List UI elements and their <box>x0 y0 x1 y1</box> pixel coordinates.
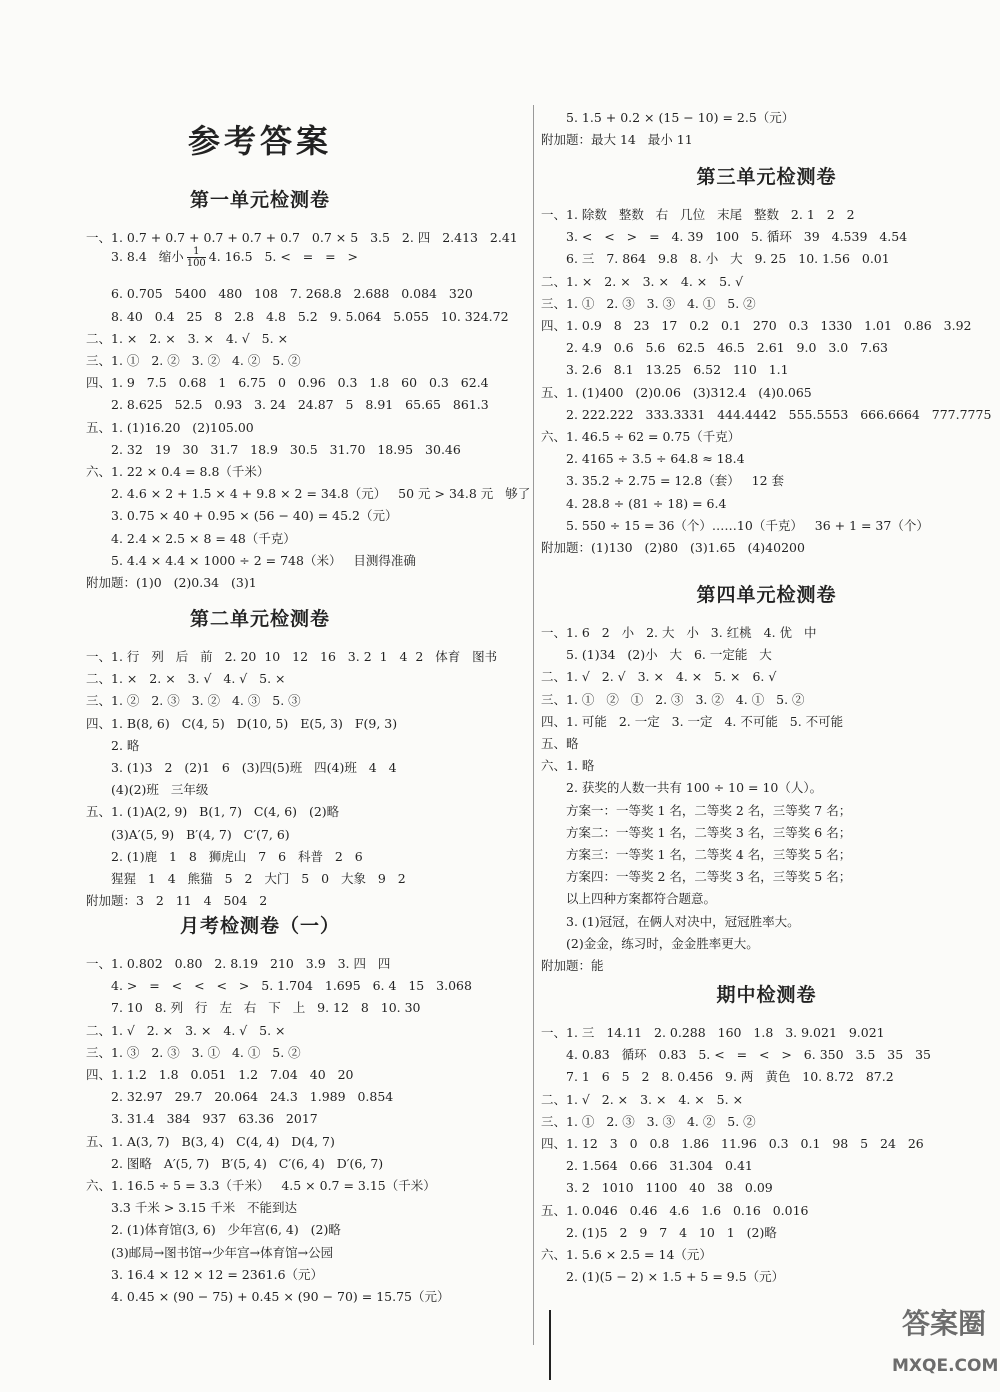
answer-line: 8. 40 0.4 25 8 2.8 4.8 5.2 9. 5.064 5.055 10. 324.72 <box>111 308 509 324</box>
answer-line: (4)(2)班 三年级 <box>111 782 209 798</box>
answer-line: 二、1. √ 2. × 3. × 4. × 5. × <box>541 1091 744 1107</box>
answer-line: 二、1. √ 2. × 3. × 4. √ 5. × <box>86 1022 286 1038</box>
answer-line: 四、1. 12 3 0 0.8 1.86 11.96 0.3 0.1 98 5 24 26 <box>541 1136 924 1151</box>
answer-line: 三、1. ① 2. ② 3. ② 4. ② 5. ② <box>86 353 301 368</box>
answer-line: 5. 4.4 × 4.4 × 1000 ÷ 2 = 748（米） 目测得准确 <box>111 552 416 568</box>
answer-line: 3.3 千米 > 3.15 千米 不能到达 <box>111 1200 297 1216</box>
answer-line: 2. 略 <box>111 737 140 753</box>
answer-line: 5. 1.5 + 0.2 × (15 − 10) = 2.5（元） <box>566 110 795 125</box>
page-title: 参考答案 <box>187 122 332 160</box>
answer-line: 三、1. ① 2. ③ 3. ③ 4. ② 5. ② <box>541 1113 756 1129</box>
answer-line: 一、1. 6 2 小 2. 大 小 3. 红桃 4. 优 中 <box>541 625 817 640</box>
answer-line: 一、1. 除数 整数 右 几位 末尾 整数 2. 1 2 2 <box>541 207 855 222</box>
answer-line: 4. 0.83 循环 0.83 5. < = < > 6. 350 3.5 35 35 <box>566 1047 932 1063</box>
answer-line: 猩猩 1 4 熊猫 5 2 大门 5 0 大象 9 2 <box>111 871 406 886</box>
answer-line: (3)A′(5, 9) B′(4, 7) C′(7, 6) <box>111 826 290 842</box>
answer-line: 3. (1)冠冠，在俩人对决中，冠冠胜率大。 <box>566 913 800 929</box>
answer-line: 7. 10 8. 列 行 左 右 下 上 9. 12 8 10. 30 <box>111 1000 421 1016</box>
section-heading: 第一单元检测卷 <box>189 189 330 211</box>
answer-line: 三、1. ② 2. ③ 3. ② 4. ③ 5. ③ <box>86 693 301 709</box>
fraction-numerator: 1 <box>187 246 206 258</box>
answer-line: 附加题：能 <box>541 958 604 973</box>
answer-line: 五、略 <box>541 736 579 751</box>
answer-line: 6. 0.705 5400 480 108 7. 268.8 2.688 0.084 320 <box>111 286 473 302</box>
answer-line: 3. (1)3 2 (2)1 6 (3)四(5)班 四(4)班 4 4 <box>111 760 397 775</box>
answer-line: 2. 32.97 29.7 20.064 24.3 1.989 0.854 <box>111 1089 394 1105</box>
answer-line: 方案四：一等奖 2 名，二等奖 3 名，三等奖 5 名； <box>566 869 852 885</box>
answer-line: 五、1. (1)A(2, 9) B(1, 7) C(4, 6) (2)略 <box>86 804 340 820</box>
answer-line: 5. (1)34 (2)小 大 6. 一定能 大 <box>566 647 772 663</box>
answer-line: 4. 28.8 ÷ (81 ÷ 18) = 6.4 <box>566 495 727 511</box>
answer-line: 3. 35.2 ÷ 2.75 = 12.8（套） 12 套 <box>566 473 785 489</box>
answer-line: 2. (1)5 2 9 7 4 10 1 (2)略 <box>566 1224 777 1240</box>
answer-line: 五、1. (1)400 (2)0.06 (3)312.4 (4)0.065 <box>541 384 812 400</box>
answer-line: 2. (1)(5 − 2) × 1.5 + 5 = 9.5（元） <box>566 1269 785 1285</box>
answer-line: 2. 222.222 333.3331 444.4442 555.5553 666.6664 777.7775 <box>566 406 992 422</box>
answer-line: 4. 2.4 × 2.5 × 8 = 48（千克） <box>111 530 296 546</box>
answer-line: 一、1. 行 列 后 前 2. 20 10 12 16 3. 2 1 4 2 体育 图书 <box>86 649 498 664</box>
answer-line: 6. 三 7. 864 9.8 8. 小 大 9. 25 10. 1.56 0.01 <box>566 251 890 267</box>
answer-line: 一、1. 0.7 + 0.7 + 0.7 + 0.7 + 0.7 0.7 × 5 3.5 2. 四 2.413 2.41 <box>86 230 518 245</box>
answer-line: 2. 4.6 × 2 + 1.5 × 4 + 9.8 × 2 = 34.8（元） 50 元 > 34.8 元 够了 <box>111 486 531 502</box>
answer-line: 四、1. 可能 2. 一定 3. 一定 4. 不可能 5. 不可能 <box>541 713 844 729</box>
answer-line: 六、1. 22 × 0.4 = 8.8（千米） <box>86 464 270 479</box>
watermark-logo <box>892 1302 999 1388</box>
answer-line: 7. 1 6 5 2 8. 0.456 9. 两 黄色 10. 8.72 87.2 <box>566 1069 894 1085</box>
answer-line: 五、1. (1)16.20 (2)105.00 <box>86 419 254 435</box>
watermark-url: MXQE.COM <box>892 1356 999 1376</box>
answer-line: 3. 31.4 384 937 63.36 2017 <box>111 1111 318 1127</box>
watermark-title: 答案圈 <box>901 1307 986 1340</box>
answer-line: 二、1. √ 2. √ 3. × 4. × 5. × 6. √ <box>541 669 777 685</box>
answer-line: 3. 16.4 × 12 × 12 = 2361.6（元） <box>111 1266 324 1282</box>
section-heading: 第二单元检测卷 <box>189 608 330 630</box>
section-heading: 期中检测卷 <box>716 984 817 1006</box>
answer-line: 六、1. 略 <box>541 758 595 774</box>
answer-line: 5. 550 ÷ 15 = 36（个）……10（千克） 36 + 1 = 37（个） <box>566 517 929 533</box>
answer-line: 方案一：一等奖 1 名，二等奖 2 名，三等奖 7 名； <box>566 802 852 818</box>
answer-line: 方案二：一等奖 1 名，二等奖 3 名，三等奖 6 名； <box>566 824 852 840</box>
answer-line: 六、1. 16.5 ÷ 5 = 3.3（千米） 4.5 × 0.7 = 3.15（千米） <box>86 1178 436 1193</box>
answer-line: 四、1. 1.2 1.8 0.051 1.2 7.04 40 20 <box>86 1067 354 1082</box>
fraction-denominator: 100 <box>186 258 206 270</box>
fraction <box>187 246 206 269</box>
binding-mark <box>549 1310 551 1380</box>
line-text-after: 4. 16.5 5. < = = > <box>208 249 359 265</box>
answer-line: 六、1. 5.6 × 2.5 = 14（元） <box>541 1247 712 1262</box>
answer-line: 四、1. 0.9 8 23 17 0.2 0.1 270 0.3 1330 1.01 0.86 3.92 <box>541 318 972 333</box>
answer-line: 一、1. 0.802 0.80 2. 8.19 210 3.9 3. 四 四 <box>86 956 391 971</box>
section-heading: 第四单元检测卷 <box>696 584 837 606</box>
answer-line: 3. 2.6 8.1 13.25 6.52 110 1.1 <box>566 362 789 378</box>
column-divider <box>533 105 534 1345</box>
answer-line: 四、1. B(8, 6) C(4, 5) D(10, 5) E(5, 3) F(9, 3) <box>86 715 398 731</box>
answer-line: 2. 1.564 0.66 31.304 0.41 <box>566 1158 753 1174</box>
section-heading: 月考检测卷（一） <box>179 915 340 937</box>
answer-line: 三、1. ① 2. ③ 3. ③ 4. ① 5. ② <box>541 295 756 311</box>
answer-line: 2. 4.9 0.6 5.6 62.5 46.5 2.61 9.0 3.0 7.63 <box>566 340 888 356</box>
answer-line: 3. 0.75 × 40 + 0.95 × (56 − 40) = 45.2（元） <box>111 508 398 524</box>
answer-line: 六、1. 46.5 ÷ 62 = 0.75（千克） <box>541 429 741 444</box>
answer-line: 2. 获奖的人数一共有 100 ÷ 10 = 10（人）。 <box>566 780 823 796</box>
answer-line: 4. 0.45 × (90 − 75) + 0.45 × (90 − 70) = 15.75（元） <box>111 1289 450 1304</box>
answer-line: (2)金金，练习时，金金胜率更大。 <box>566 935 759 951</box>
answer-line: 附加题：3 2 11 4 504 2 <box>86 893 268 909</box>
answer-line: 2. 4165 ÷ 3.5 ÷ 64.8 ≈ 18.4 <box>566 451 745 467</box>
answer-line: 三、1. ③ 2. ③ 3. ① 4. ① 5. ② <box>86 1044 301 1060</box>
answer-line: 3. 2 1010 1100 40 38 0.09 <box>566 1180 773 1196</box>
answer-line: 附加题：最大 14 最小 11 <box>541 132 693 148</box>
answer-line: 3. < < > = 4. 39 100 5. 循环 39 4.539 4.54 <box>566 229 908 245</box>
answer-line: 二、1. × 2. × 3. × 4. × 5. √ <box>541 273 744 289</box>
answer-line: 附加题：(1)0 (2)0.34 (3)1 <box>86 575 257 590</box>
answer-line: 4. > = < < < > 5. 1.704 1.695 6. 4 15 3.068 <box>111 978 472 994</box>
answer-line: 一、1. 三 14.11 2. 0.288 160 1.8 3. 9.021 9.021 <box>541 1025 885 1040</box>
answer-line: 2. (1)鹿 1 8 狮虎山 7 6 科普 2 6 <box>111 848 363 864</box>
answer-line: 方案三：一等奖 1 名，二等奖 4 名，三等奖 5 名； <box>566 847 852 862</box>
answer-line: 五、1. 0.046 0.46 4.6 1.6 0.16 0.016 <box>541 1202 809 1218</box>
line-text-before: 3. 8.4 缩小 <box>111 249 184 265</box>
answer-line: 五、1. A(3, 7) B(3, 4) C(4, 4) D(4, 7) <box>86 1133 335 1149</box>
answer-line: 2. (1)体育馆(3, 6) 少年宫(6, 4) (2)略 <box>111 1222 341 1238</box>
answer-line: 二、1. × 2. × 3. × 4. √ 5. × <box>86 330 289 346</box>
answer-line: (3)邮局→图书馆→少年宫→体育馆→公园 <box>111 1244 334 1260</box>
answer-line: 三、1. ① ② ① 2. ③ 3. ② 4. ① 5. ② <box>541 691 805 707</box>
answer-line <box>111 246 358 269</box>
section-heading: 第三单元检测卷 <box>696 166 837 188</box>
answer-line: 2. 32 19 30 31.7 18.9 30.5 31.70 18.95 30.46 <box>111 441 461 457</box>
answer-line: 二、1. × 2. × 3. √ 4. √ 5. × <box>86 671 286 687</box>
answer-line: 附加题：(1)130 (2)80 (3)1.65 (4)40200 <box>541 540 805 555</box>
answer-line: 以上四种方案都符合题意。 <box>566 891 717 907</box>
answer-line: 四、1. 9 7.5 0.68 1 6.75 0 0.96 0.3 1.8 60 0.3 62.4 <box>86 375 489 391</box>
answer-line: 2. 图略 A′(5, 7) B′(5, 4) C′(6, 4) D′(6, 7) <box>111 1155 384 1171</box>
answer-line: 2. 8.625 52.5 0.93 3. 24 24.87 5 8.91 65.65 861.3 <box>111 397 489 413</box>
